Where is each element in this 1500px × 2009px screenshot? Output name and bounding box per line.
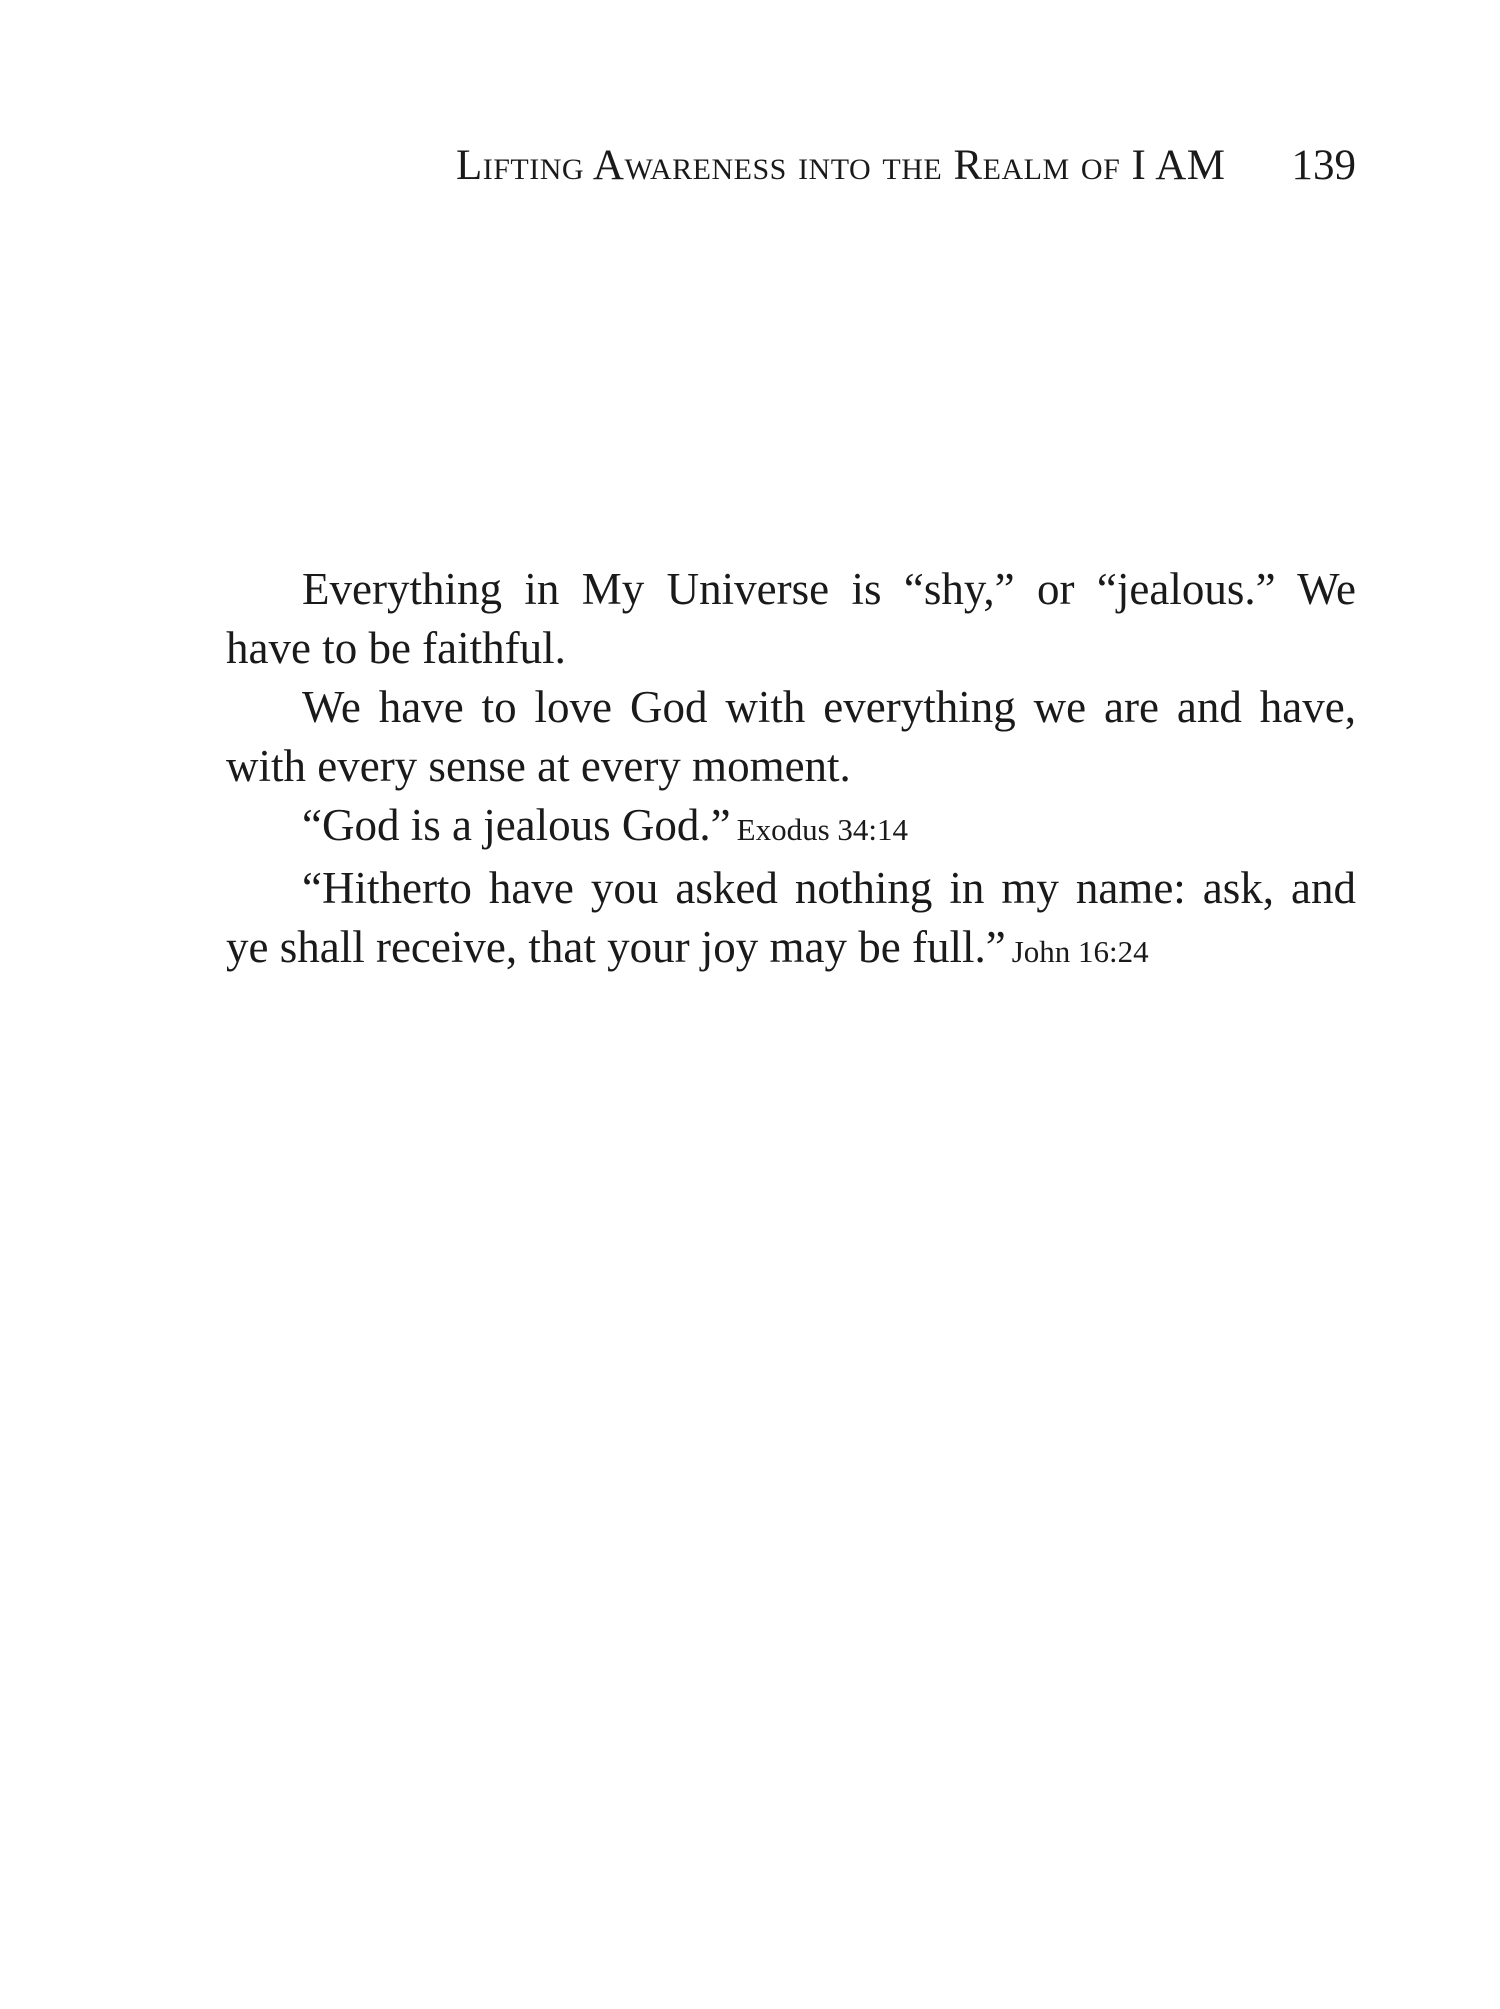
scripture-quote [226,859,1356,981]
scripture-quote [226,796,1356,859]
quote-text: “Hitherto have you asked nothing in my name: ask, and ye shall receive, that your joy may be full.” [226,863,1356,972]
body-text [226,560,1356,981]
paragraph-text: Everything in My Universe is “shy,” or “jealous.” We have to be faithful. [226,564,1356,673]
paragraph [226,560,1356,678]
scripture-citation: Exodus 34:14 [736,812,909,847]
paragraph [226,678,1356,796]
scripture-citation: John 16:24 [1011,934,1149,969]
running-head [226,140,1356,192]
running-title: Lifting Awareness into the Realm of I AM [455,142,1226,189]
paragraph-text: We have to love God with everything we are and have, with every sense at every moment. [226,682,1356,791]
quote-text: “God is a jealous God.” [302,800,731,850]
page-number: 139 [1291,142,1356,189]
